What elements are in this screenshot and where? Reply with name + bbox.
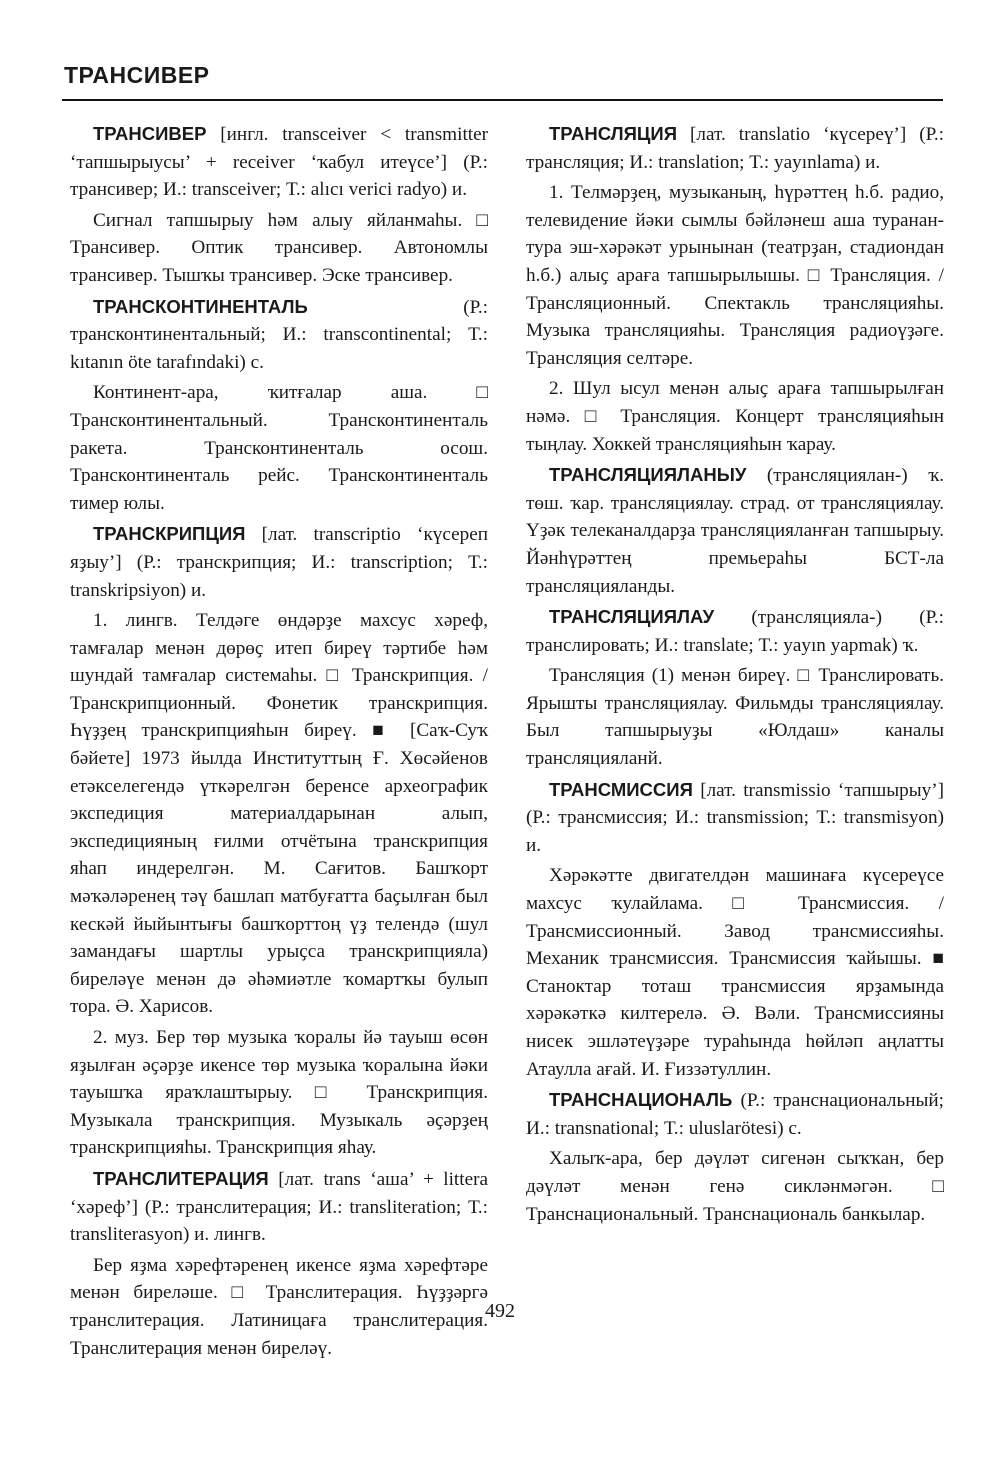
entry-text: [лат. trans ‘аша’ + littera ‘хәреф’] (Р.: транслитерация; И.: transliteration; Т.: transliterasyon) и. лингв. [70, 1168, 489, 1246]
entry-transmission [526, 776, 944, 860]
entry-definition: Хәрәкәтте двигателдән машинаға күсереүсе махсус ҡулайлама. □ Трансмиссия. / Трансмиссионный. Завод трансмиссияһы. Механик трансмиссия. Трансмиссия ҡайышы. ■ Станоктар тоташ трансмиссия ярҙамында хәрәкәткә килтерелә. Ә. Вәли. Трансмиссияны нисек эшләтеүҙәре тураһында һөйләп аңлатты Атаулла ағай. И. Ғиззәтуллин. [526, 865, 944, 1080]
entry-definition: Континент-ара, ҡитғалар аша. □ Трансконтинентальный. Трансконтиненталь ракета. Трансконтиненталь осош. Трансконтиненталь рейс. Трансконтиненталь тимер юлы. [70, 382, 488, 514]
entry-transnational [526, 1086, 944, 1142]
headword: ТРАНСЛЯЦИЯЛАНЫУ [549, 464, 747, 486]
entry-text: [лат. translatio ‘күсереү’] (Р.: трансляция; И.: translation; Т.: yayınlama) и. [526, 124, 944, 173]
running-head: ТРАНСИВЕР [64, 62, 210, 88]
entry-text: [лат. transmissio ‘тапшырыу’] (Р.: трансмиссия; И.: transmission; Т.: transmisyon) и. [526, 779, 945, 856]
entry-transcription [70, 520, 488, 604]
entry-text: (Р.: трансконтинентальный; И.: transcontinental; Т.: kıtanın öte tarafındaki) с. [70, 296, 488, 373]
entry-definition: Бер яҙма хәрефтәренең икенсе яҙма хәрефтәре менән биреләше. □ Транслитерация. Һүҙҙәргә транслитерация. Латиницаға транслитерация. Транслитерация менән биреләү. [70, 1254, 488, 1359]
entry-definition: Халыҡ-ара, бер дәүләт сигенән сыҡҡан, бер дәүләт менән генә сикләнмәгән. □ Транснациональный. Транснациональ банкылар. [526, 1148, 944, 1225]
entry-text: (трансляциялан-) ҡ. төш. ҡар. трансляциялау. страд. от трансляциялау. Үҙәк телеканалдарҙа трансляцияланған тапшырыу. Йәнһүрәттең премьераһы БСТ-ла трансляцияланды. [526, 465, 944, 597]
headword: ТРАНСЛИТЕРАЦИЯ [93, 1167, 269, 1189]
entry-definition: 1. Телмәрҙең, музыканың, һүрәттең һ.б. радио, телевидение йәки сымлы бәйләнеш аша туранан-тура эш-хәрәкәт урынынан (театрҙан, стадиондан һ.б.) алыҫ араға тапшырылышы. □ Трансляция. / Трансляционный. Спектакль трансляцияһы. Музыка трансляцияһы. Трансляция радиоүҙәге. Трансляция селтәре. [526, 182, 944, 369]
headword: ТРАНСЛЯЦИЯЛАУ [549, 606, 715, 628]
headword: ТРАНСКРИПЦИЯ [93, 523, 246, 545]
left-column [70, 120, 488, 1365]
entry-definition: 2. муз. Бер төр музыка ҡоралы йә тауыш өсөн яҙылған әҫәрҙе икенсе төр музыка ҡоралына йәки тауышҡа яраҡлаштырыу. □ Транскрипция. Музыкала транскрипция. Музыкаль әҫәрҙең транскрипцияһы. Транскрипция яһау. [70, 1027, 488, 1159]
page-number: 492 [485, 1300, 515, 1322]
entry-transliteration [70, 1165, 488, 1249]
entry-translation [526, 120, 944, 176]
entry-translyatsiyalanyu [526, 461, 944, 600]
headword: ТРАНСИВЕР [93, 123, 207, 144]
entry-transceiver [70, 120, 488, 204]
entry-text: (трансляцияла-) (Р.: транслировать; И.: translate; Т.: yayın yapmak) ҡ. [526, 607, 944, 656]
entry-text: [ингл. transceiver < transmitter ‘тапшырыусы’ + receiver ‘ҡабул итеүсе’] (Р.: трансивер; И.: transceiver; Т.: alıcı verici radyo) и. [70, 124, 489, 201]
entry-text: [лат. transcriptio ‘күсереп яҙыу’] (Р.: транскрипция; И.: transcription; Т.: transkripsiyon) и. [70, 524, 488, 601]
header-rule [62, 99, 943, 101]
headword: ТРАНСМИССИЯ [549, 778, 693, 800]
entry-definition: Сигнал тапшырыу һәм алыу яйланмаһы. □ Трансивер. Оптик трансивер. Автономлы трансивер. Тышҡы трансивер. Эске трансивер. [70, 209, 488, 286]
entry-translyatsiyalau [526, 603, 944, 659]
right-column [526, 120, 944, 1231]
entry-definition: Трансляция (1) менән биреү. □ Транслировать. Ярышты трансляциялау. Фильмды трансляциялау. Был тапшырыуҙы «Юлдаш» каналы трансляцияланй. [526, 665, 944, 770]
headword: ТРАНСЛЯЦИЯ [549, 123, 678, 144]
entry-text: (Р.: транснациональный; И.: transnational; Т.: uluslarötesi) с. [526, 1090, 944, 1139]
headword: ТРАНСКОНТИНЕНТАЛЬ [93, 295, 308, 317]
headword: ТРАНСНАЦИОНАЛЬ [549, 1089, 733, 1111]
entry-definition: 1. лингв. Телдәге өндәрҙе махсус хәреф, тамғалар менән дөрөҫ итеп биреү тәртибе һәм шундай тамғалар системаһы. □ Транскрипция. / Транскрипционный. Фонетик транскрипция. Һүҙҙең транскрипцияһын биреү. ■ [Саҡ-Суҡ бәйете] 1973 йылда Институттың Ғ. Хөсәйенов етәкселегендә үткәрелгән беренсе археографик экспедиция материалдарынан алып, экспедицияның ғилми отчётына транскрипция яһап индерелгән. М. Сағитов. Башҡорт мәҡәләренең тәү башлап матбуғатта баҫылған был кескәй йыйынтығы башҡорттоң үҙ телендә (шул замандағы шартлы урыҫса транскрипцияла) биреләүе менән дә әһәмиәтле ҡомартҡы булып тора. Ә. Харисов. [70, 610, 488, 1018]
entry-transcontinental [70, 293, 488, 377]
entry-definition: 2. Шул ысул менән алыҫ араға тапшырылған нәмә. □ Трансляция. Концерт трансляцияһын тыңлау. Хоккей трансляцияһын ҡарау. [526, 378, 944, 455]
